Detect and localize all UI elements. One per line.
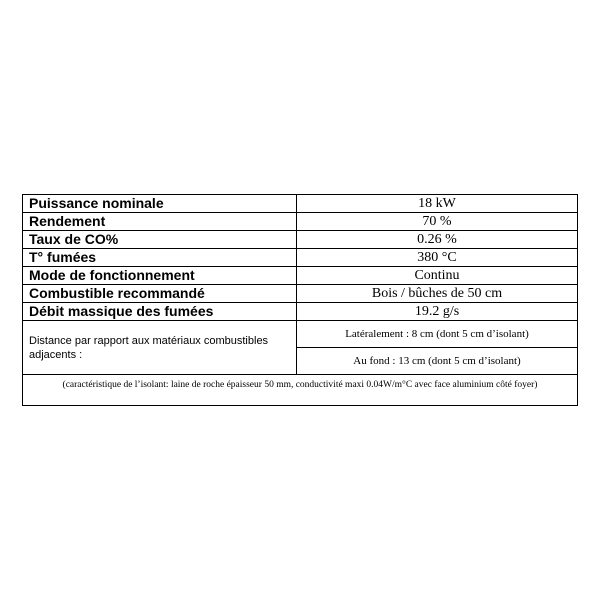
table-row [23, 285, 578, 303]
table-row [23, 375, 578, 406]
spec-value-flue-mass-flow: 19.2 g/s [297, 303, 578, 321]
table-row [23, 231, 578, 249]
table-row [23, 213, 578, 231]
table-row [23, 321, 578, 348]
distance-back: Au fond : 13 cm (dont 5 cm d’isolant) [297, 348, 578, 375]
spec-label-flue-temp: T° fumées [23, 249, 297, 267]
distance-lateral: Latéralement : 8 cm (dont 5 cm d’isolant) [297, 321, 578, 348]
spec-label-flue-mass-flow: Débit massique des fumées [23, 303, 297, 321]
table-row [23, 267, 578, 285]
spec-value-efficiency: 70 % [297, 213, 578, 231]
spec-label-mode: Mode de fonctionnement [23, 267, 297, 285]
distance-label: Distance par rapport aux matériaux combustibles adjacents : [23, 321, 297, 375]
spec-table [22, 194, 578, 406]
spec-value-co-rate: 0.26 % [297, 231, 578, 249]
spec-value-flue-temp: 380 °C [297, 249, 578, 267]
spec-value-fuel: Bois / bûches de 50 cm [297, 285, 578, 303]
spec-label-efficiency: Rendement [23, 213, 297, 231]
insulation-note: (caractéristique de l’isolant: laine de roche épaisseur 50 mm, conductivité maxi 0.04W/m°C avec face aluminium côté foyer) [23, 375, 578, 406]
spec-label-power: Puissance nominale [23, 195, 297, 213]
table-row [23, 303, 578, 321]
spec-value-power: 18 kW [297, 195, 578, 213]
table-row [23, 249, 578, 267]
spec-value-mode: Continu [297, 267, 578, 285]
table-row [23, 195, 578, 213]
spec-label-co-rate: Taux de CO% [23, 231, 297, 249]
spec-label-fuel: Combustible recommandé [23, 285, 297, 303]
